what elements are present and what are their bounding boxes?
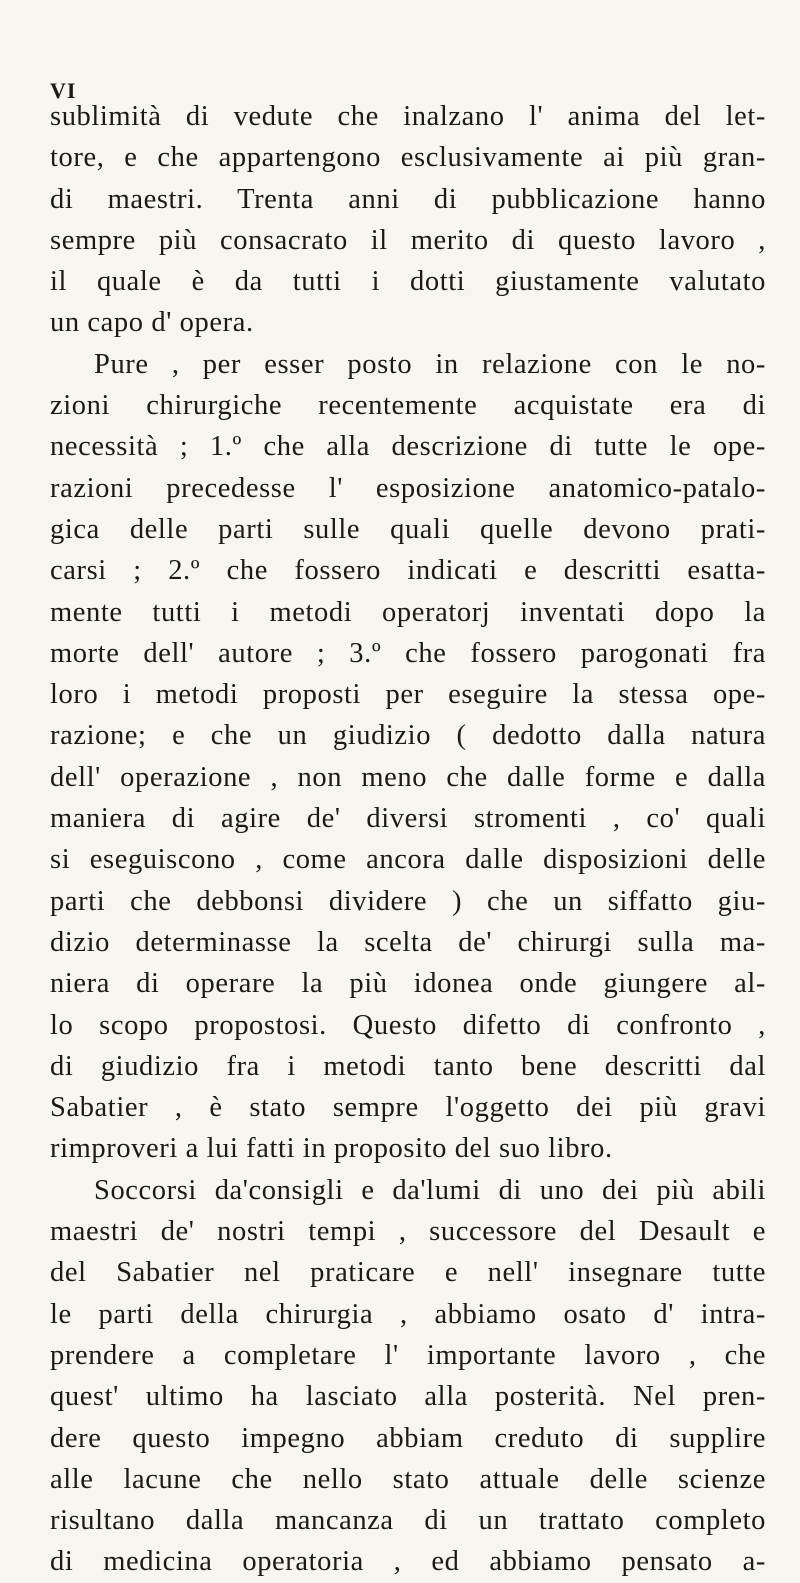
text-line: maniera di agire de' diversi stromenti , co' quali [50, 803, 766, 835]
text-line: rimproveri a lui fatti in proposito del suo libro. [50, 1133, 613, 1165]
text-line: tore, e che appartengono esclusivamente ai più gran- [50, 142, 766, 174]
text-line: di medicina operatoria , ed abbiamo pensato a- [50, 1546, 766, 1578]
text-line: Sabatier , è stato sempre l'oggetto dei più gravi [50, 1092, 766, 1124]
text-line: zioni chirurgiche recentemente acquistate era di [50, 390, 766, 422]
text-line: dizio determinasse la scelta de' chirurgi sulla ma- [50, 926, 766, 958]
text-line: le parti della chirurgia , abbiamo osato d' intra- [50, 1298, 766, 1330]
text-line: maestri de' nostri tempi , successore del Desault e [50, 1216, 766, 1248]
text-line: necessità ; 1.º che alla descrizione di tutte le ope- [50, 431, 766, 463]
text-line: un capo d' opera. [50, 307, 254, 339]
text-line: sempre più consacrato il merito di questo lavoro , [50, 224, 766, 256]
text-line: gica delle parti sulle quali quelle devono prati- [50, 513, 766, 545]
text-line: di maestri. Trenta anni di pubblicazione hanno [50, 183, 766, 215]
text-line: loro i metodi proposti per eseguire la stessa ope- [50, 679, 766, 711]
text-line: del Sabatier nel praticare e nell' insegnare tutte [50, 1257, 766, 1289]
text-line: niera di operare la più idonea onde giungere al- [50, 968, 766, 1000]
text-line: di giudizio fra i metodi tanto bene descritti dal [50, 1050, 766, 1082]
text-line: morte dell' autore ; 3.º che fossero parogonati fra [50, 637, 766, 669]
text-line: Pure , per esser posto in relazione con le no- [94, 348, 766, 380]
text-line: mente tutti i metodi operatorj inventati dopo la [50, 596, 766, 628]
body-text [50, 96, 766, 1583]
text-line: dere questo impegno abbiam creduto di supplire [50, 1422, 766, 1454]
text-line: razioni precedesse l' esposizione anatomico-patalo- [50, 472, 766, 504]
text-line: risultano dalla mancanza di un trattato completo [50, 1505, 766, 1537]
text-line: razione; e che un giudizio ( dedotto dalla natura [50, 720, 766, 752]
text-line: carsi ; 2.º che fossero indicati e descritti esatta- [50, 555, 766, 587]
page-number: VI [50, 78, 77, 103]
text-line: prendere a completare l' importante lavoro , che [50, 1339, 766, 1371]
text-line: quest' ultimo ha lasciato alla posterità. Nel pren- [50, 1381, 766, 1413]
text-line: sublimità di vedute che inalzano l' anima del let- [50, 101, 766, 132]
text-line: lo scopo propostosi. Questo difetto di confronto , [50, 1009, 766, 1041]
text-line: si eseguiscono , come ancora dalle disposizioni delle [50, 844, 766, 876]
text-line: Soccorsi da'consigli e da'lumi di uno dei più abili [94, 1174, 766, 1206]
text-line: alle lacune che nello stato attuale delle scienze [50, 1463, 766, 1495]
text-line: dell' operazione , non meno che dalle forme e dalla [50, 761, 766, 793]
text-line: il quale è da tutti i dotti giustamente valutato [50, 266, 766, 298]
text-line: parti che debbonsi dividere ) che un siffatto giu- [50, 885, 766, 917]
